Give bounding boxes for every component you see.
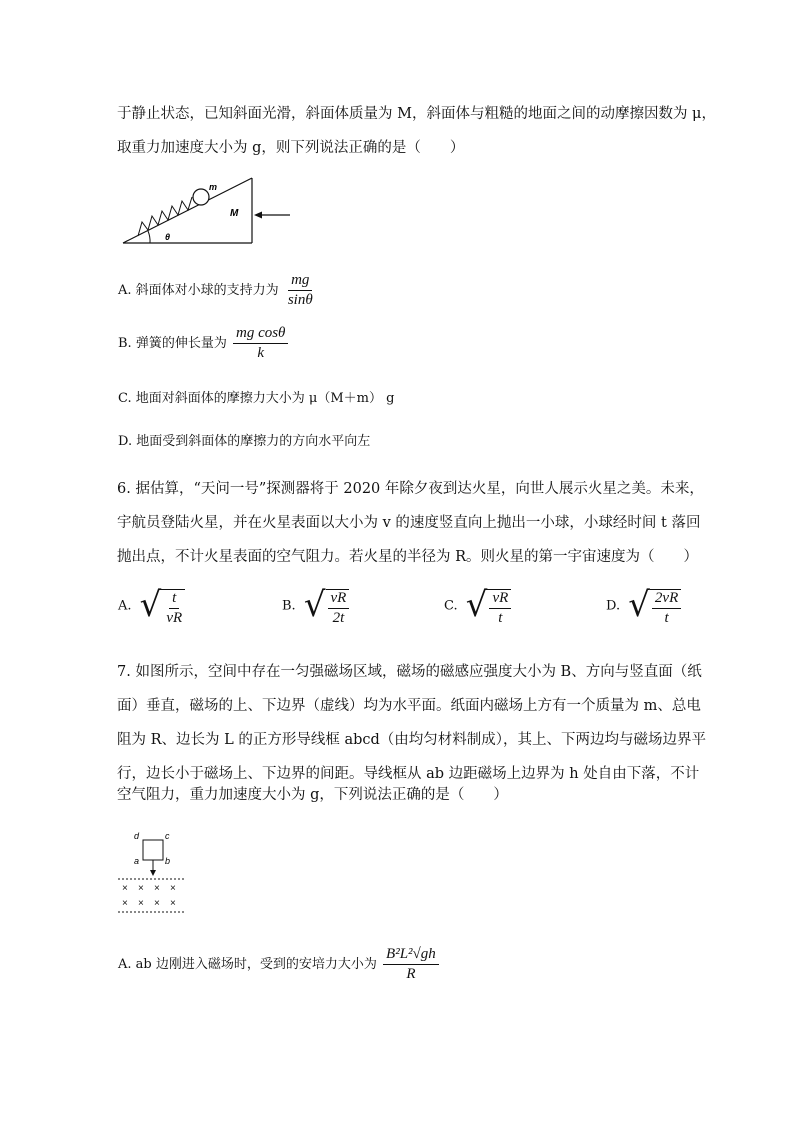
svg-text:×: × <box>170 883 176 894</box>
q7-line-4: 行，边长小于磁场上、下边界的间距。导线框从 ab 边距磁场上边界为 h 处自由下落，不计 <box>117 766 700 782</box>
q6-line-1: 6. 据估算，“天问一号”探测器将于 2020 年除夕夜到达火星，向世人展示火星之美。未来， <box>117 481 704 497</box>
sqrt-b: √ $\frac{vR}{2t}$ <box>304 585 350 627</box>
q6-line-2: 宇航员登陆火星，并在火星表面以大小为 v 的速度竖直向上抛出一小球，小球经时间 t 落回 <box>117 515 701 531</box>
q6-option-c[interactable]: C. √ $\frac{vR}{t}$ <box>444 585 511 627</box>
svg-text:×: × <box>154 883 160 894</box>
fraction-ampere-force: $\frac{\text{B²L²√gh}}{R}$ <box>383 946 439 983</box>
q7-option-a[interactable]: A. ab 边刚进入磁场时，受到的安培力大小为 $\frac{\text{B²L²√gh}}{R}$ <box>118 946 439 983</box>
q5-option-c[interactable]: C. 地面对斜面体的摩擦力大小为 μ（M＋m） g <box>118 391 395 406</box>
sqrt-a: √ $\frac{t}{vR}$ <box>140 585 186 627</box>
svg-text:×: × <box>122 883 128 894</box>
corner-c: c <box>165 831 170 841</box>
fall-arrow-head <box>150 870 156 876</box>
corner-d: d <box>134 831 140 841</box>
spring <box>138 197 192 236</box>
sqrt-c: √ $\frac{vR}{t}$ <box>466 585 512 627</box>
q7-line-3: 阻为 R、边长为 L 的正方形导线框 abcd（由均匀材料制成），其上、下两边均与磁场边界平 <box>117 732 707 748</box>
q5-option-a[interactable]: A. 斜面体对小球的支持力为 $\frac{mg}{\sin\theta}$ <box>118 272 316 309</box>
incline-figure <box>118 170 298 246</box>
svg-text:×: × <box>170 898 176 909</box>
ball <box>193 189 209 205</box>
q5-line-1: 于静止状态，已知斜面光滑，斜面体质量为 M，斜面体与粗糙的地面之间的动摩擦因数为 μ， <box>117 106 716 122</box>
fraction-a: $\frac{mg}{\sin\theta}$ <box>287 272 313 308</box>
svg-text:×: × <box>138 883 144 894</box>
sqrt-d: √ $\frac{2vR}{t}$ <box>628 585 681 627</box>
mass-m-label: m <box>209 182 218 192</box>
q6-line-3: 抛出点，不计火星表面的空气阻力。若火星的半径为 R。则火星的第一宇宙速度为（ ） <box>117 549 699 565</box>
field-x-marks <box>122 883 176 909</box>
theta-label: θ <box>165 232 171 242</box>
q5-line-2: 取重力加速度大小为 g，则下列说法正确的是（ ） <box>117 140 465 156</box>
q5-option-d[interactable]: D. 地面受到斜面体的摩擦力的方向水平向左 <box>118 434 371 449</box>
q7-line-1: 7. 如图所示，空间中存在一匀强磁场区域，磁场的磁感应强度大小为 B、方向与竖直面（纸 <box>117 664 702 680</box>
mass-M-label: M <box>230 208 239 219</box>
svg-text:×: × <box>122 898 128 909</box>
q6-option-a[interactable]: A. √ $\frac{t}{vR}$ <box>118 585 185 627</box>
magnetic-field-figure <box>118 826 190 916</box>
q7-line-2: 面）垂直，磁场的上、下边界（虚线）均为水平面。纸面内磁场上方有一个质量为 m、总电 <box>117 698 701 714</box>
svg-text:×: × <box>138 898 144 909</box>
corner-a: a <box>134 856 140 866</box>
fraction-b: $\frac{\text{mg cosθ}}{k}$ <box>233 325 288 362</box>
q6-option-d[interactable]: D. √ $\frac{2vR}{t}$ <box>606 585 681 627</box>
svg-text:×: × <box>154 898 160 909</box>
corner-b: b <box>165 856 171 866</box>
q5-option-b[interactable]: B. 弹簧的伸长量为 $\frac{\text{mg cosθ}}{k}$ <box>118 325 288 362</box>
force-arrow-head <box>254 212 262 219</box>
q7-line-5: 空气阻力，重力加速度大小为 g，下列说法正确的是（ ） <box>117 787 508 803</box>
q6-option-b[interactable]: B. √ $\frac{vR}{2t}$ <box>282 585 349 627</box>
